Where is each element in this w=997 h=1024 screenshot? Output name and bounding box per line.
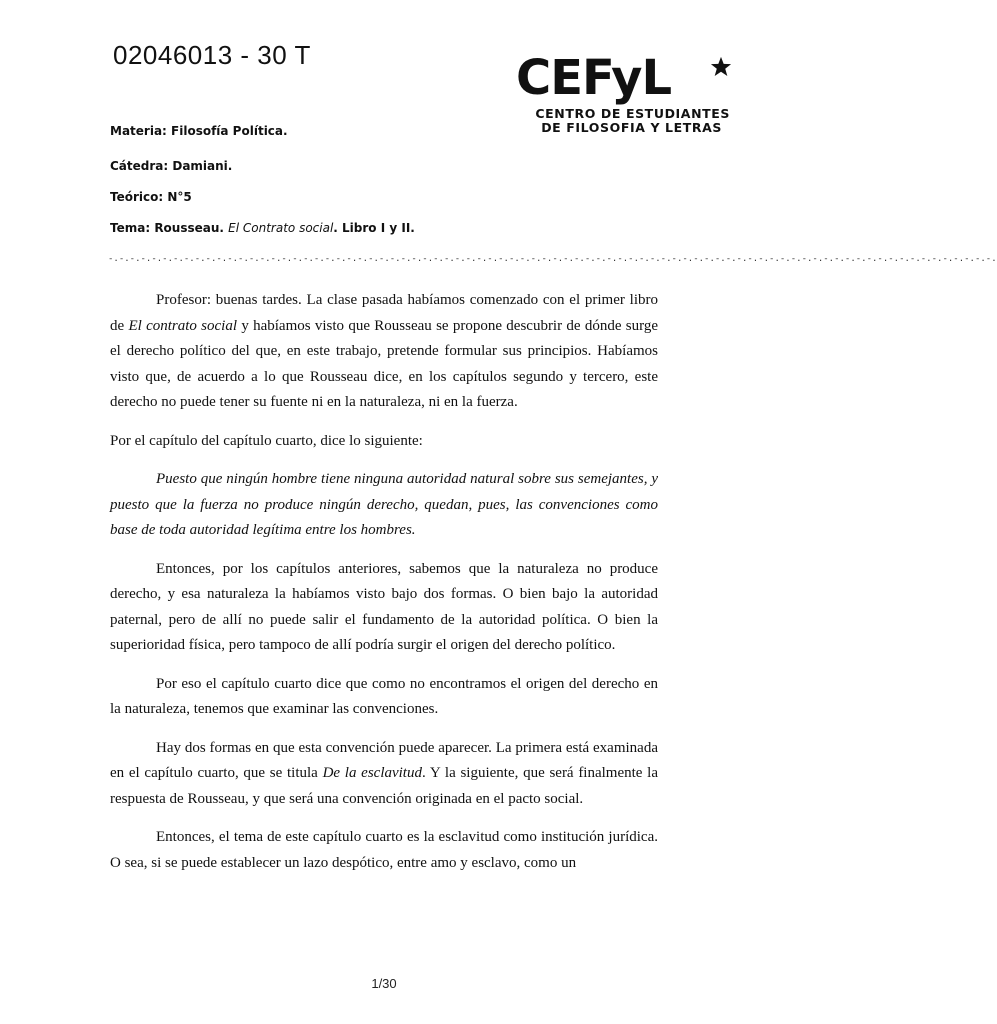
cefyl-logo [516,52,744,136]
paragraph-1 [110,288,658,416]
paragraph-2: Por el capítulo del capítulo cuarto, dice lo siguiente: [110,432,423,449]
p6-italic: De la esclavitud [322,765,422,781]
p6-text-b: . Y la siguiente, que será finalmente la respuesta de Rousseau, y que será una convención originada en el pacto social. [110,765,658,807]
p1-italic: El contrato social [128,317,238,334]
meta-tema [110,221,415,235]
tema-label: Tema: [110,221,151,235]
paragraph-5: Por eso el capítulo cuarto dice que como no encontramos el origen del derecho en la naturaleza, tenemos que examinar las convenciones. [110,675,658,717]
paragraph-6 [110,736,658,813]
catedra-value: Damiani. [168,159,233,173]
tema-italic-title: El Contrato social [228,221,334,235]
star-icon [710,56,732,78]
teorico-value: N°5 [163,190,192,204]
materia-value: Filosofía Política. [166,124,288,138]
document-body [110,288,658,889]
meta-materia [110,124,288,138]
p1-text-b: y habíamos visto que Rousseau se propone descubrir de dónde surge el derecho político del que, en este trabajo, pretende formular sus principios. Habíamos visto que, de acuerdo a lo que Rousseau dice, en los capítulos segundo y tercero, este derecho no puede tener su fuente ni en la naturaleza, ni en la fuerza. [110,317,658,410]
logo-wordmark: CEFyL [516,50,672,106]
paragraph-3-quote: Puesto que ningún hombre tiene ninguna autoridad natural sobre sus semejantes, y puesto que la fuerza no produce ningún derecho, quedan, pues, las convenciones como base de toda autoridad legítima entre los hombres. [110,471,658,538]
separator-line: -.-.-.-.-.-.-.-.-.-.-.-.-.-.-.-.-.-.-.-.-.-.-.-.-.-.-.-.-.-.-.-.-.-.-.-.-.-.-.-.-.-.-.-.-.-.-.-.-.-.-.-.-.-.-.-.-.-.-.-.-.-.-.-.-.-.-.-.-.-.-.-.-.-.-.-.-.-.-.-.-.-. [108,254,997,264]
document-code: 02046013 - 30 T [113,40,311,70]
p1-text-a: Profesor: buenas tardes. La clase pasada habíamos comenzado con el primer libro de [110,292,658,334]
paragraph-4: Entonces, por los capítulos anteriores, sabemos que la naturaleza no produce derecho, y esa naturaleza la habíamos visto bajo dos formas. O bien bajo la autoridad paternal, pero de allí no puede salir el fundamento de la autoridad política. O bien la superioridad física, pero tampoco de allí podría surgir el origen del derecho político. [110,560,658,653]
p6-text-a: Hay dos formas en que esta convención puede aparecer. La primera está examinada en el capítulo cuarto, que se titula [110,739,658,781]
logo-line-1: CENTRO DE ESTUDIANTES [535,106,730,121]
meta-catedra [110,159,232,173]
materia-label: Materia: [110,124,167,138]
teorico-label: Teórico: [110,190,164,204]
meta-teorico [110,190,192,204]
tema-value-2: . Libro I y II. [333,221,415,235]
page-number: 1/30 [371,976,397,991]
paragraph-7: Entonces, el tema de este capítulo cuarto es la esclavitud como institución jurídica. O sea, si se puede establecer un lazo despótico, entre amo y esclavo, como un [110,829,658,871]
tema-value-1: Rousseau. [150,221,229,235]
catedra-label: Cátedra: [110,159,169,173]
logo-line-2: DE FILOSOFIA Y LETRAS [541,120,722,135]
